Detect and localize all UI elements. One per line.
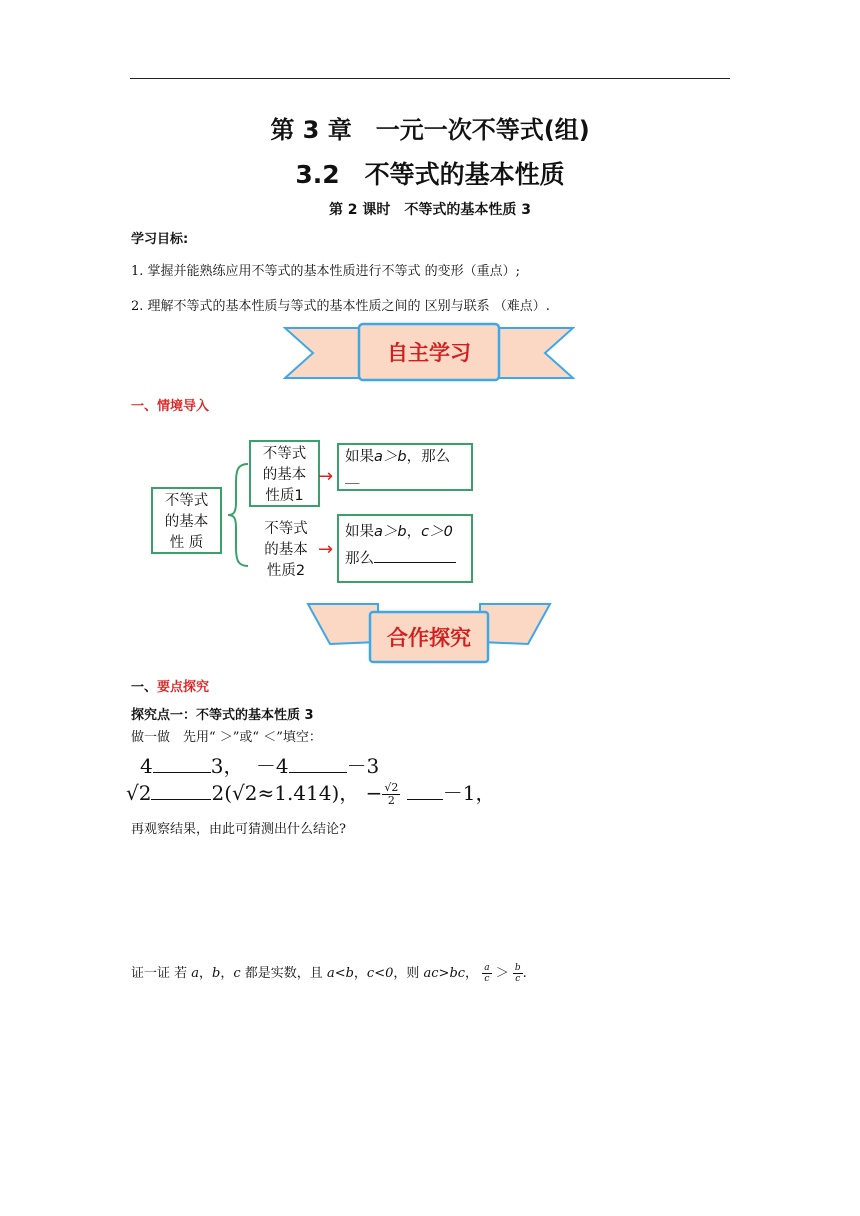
- section2-prefix: 一、: [131, 680, 158, 695]
- proof-res1: ac>bc: [423, 966, 466, 981]
- prop2-label-line-3: 性质2: [266, 563, 306, 579]
- prop1-line-1: [345, 447, 465, 468]
- row1-blank-1[interactable]: [153, 771, 211, 773]
- goal-item-2: 2. 理解不等式的基本性质与等式的基本性质之间的 区别与联系 （难点）.: [131, 299, 550, 314]
- proof-cond1: a<b: [326, 966, 354, 981]
- proof-end: .: [522, 966, 527, 981]
- prop1-label-line-3: 性质1: [265, 488, 304, 504]
- prop1-label-box: [249, 440, 320, 507]
- goals-heading: 学习目标:: [131, 232, 189, 247]
- banner-self-study: [283, 322, 575, 384]
- root-line-3: 性 质: [169, 535, 204, 551]
- proof-var-b: b: [212, 966, 221, 981]
- row1-blank-2[interactable]: [289, 771, 347, 773]
- proof-frac1-num: a: [484, 963, 490, 973]
- root-line-1: 不等式: [164, 493, 209, 509]
- row2-fraction: [382, 782, 400, 807]
- row2-b: 2(√2≈1.414)，: [211, 781, 360, 805]
- section2-heading: [131, 676, 209, 695]
- explore-heading: 探究点一：不等式的基本性质 3: [131, 708, 314, 723]
- section2-label: 要点探究: [157, 680, 210, 695]
- prop1-var: a＞b: [374, 449, 407, 465]
- row2-blank-2[interactable]: [407, 798, 443, 800]
- proof-sep3: ，: [353, 966, 367, 981]
- row2-frac-den: 2: [387, 794, 395, 807]
- row2-d: －1，: [442, 781, 496, 805]
- proof-sep1: ，: [199, 966, 213, 981]
- chapter-title: 第 3 章 一元一次不等式(组): [270, 116, 590, 144]
- prop1-content-box: [337, 443, 473, 491]
- compare-row-2: [126, 777, 496, 807]
- proof-mid: 都是实数，且: [240, 966, 327, 981]
- prop2-label: [253, 519, 319, 582]
- section-title: 3.2 不等式的基本性质: [295, 160, 565, 189]
- compare-row-1: [140, 750, 379, 779]
- proof-gt: ＞: [495, 966, 509, 981]
- row1-b: 3，: [210, 754, 244, 778]
- proof-cond2: c<0: [366, 966, 394, 981]
- proof-frac2-num: b: [514, 963, 521, 973]
- row2-c: −: [365, 781, 383, 805]
- proof-then: ，则: [393, 966, 424, 981]
- proof-sep2: ，: [220, 966, 234, 981]
- proof-var-c: c: [233, 966, 241, 981]
- prop2-content-box: [337, 514, 473, 583]
- proof-frac1-den: c: [484, 974, 490, 984]
- section1-heading: 一、情境导入: [131, 399, 210, 414]
- banner-cooperative-label: 合作探究: [387, 626, 471, 650]
- brace-icon: [224, 460, 252, 570]
- goal-item-1: 1. 掌握并能熟练应用不等式的基本性质进行不等式 的变形（重点）;: [131, 264, 521, 279]
- prop1-label-line-1: 不等式: [262, 446, 307, 462]
- row2-a: √2: [126, 781, 152, 805]
- prop2-line-1: [345, 522, 465, 543]
- prop2-var1: a＞b: [374, 524, 407, 540]
- prop2-var2: c＞0: [421, 524, 453, 540]
- proof-frac-b-c: [513, 963, 523, 984]
- prop2-label-line-1: 不等式: [264, 521, 308, 537]
- lesson-title: 第 2 课时 不等式的基本性质 3: [328, 202, 532, 218]
- prop1-line-2: ＿: [345, 470, 360, 486]
- row2-blank-1[interactable]: [151, 798, 211, 800]
- proof-frac-a-c: [482, 963, 491, 984]
- prop2-then: 那么: [345, 551, 374, 567]
- proof-var-a: a: [191, 966, 200, 981]
- arrow-icon-1: →: [318, 466, 334, 487]
- proof-sep4: ，: [465, 966, 479, 981]
- prop2-blank: [374, 561, 456, 563]
- prop2-label-line-2: 的基本: [264, 542, 308, 558]
- top-rule: [130, 78, 730, 79]
- row1-a: 4: [140, 754, 153, 778]
- row1-d: －3: [346, 754, 380, 778]
- banner-cooperative: [304, 600, 554, 666]
- proof-prefix: 证一证 若: [131, 966, 192, 981]
- explore-question: 再观察结果，由此可猜测出什么结论?: [131, 822, 346, 837]
- explore-instruction: 做一做 先用“ ＞”或“ ＜”填空：: [131, 730, 322, 745]
- prop1-pre: 如果: [345, 449, 374, 465]
- row1-c: －4: [255, 754, 289, 778]
- arrow-icon-2: →: [318, 539, 334, 560]
- banner-self-study-label: 自主学习: [387, 341, 471, 365]
- root-box: [151, 487, 222, 554]
- prop2-sep: ，: [406, 524, 422, 540]
- prop2-pre: 如果: [345, 524, 374, 540]
- root-line-2: 的基本: [164, 514, 209, 530]
- prop2-line-2: [345, 549, 465, 570]
- proof-statement: [131, 962, 527, 984]
- proof-frac2-den: c: [515, 974, 521, 984]
- prop1-label-line-2: 的基本: [262, 467, 307, 483]
- prop1-post: ，那么: [406, 449, 451, 465]
- row2-frac-num: √2: [384, 781, 399, 794]
